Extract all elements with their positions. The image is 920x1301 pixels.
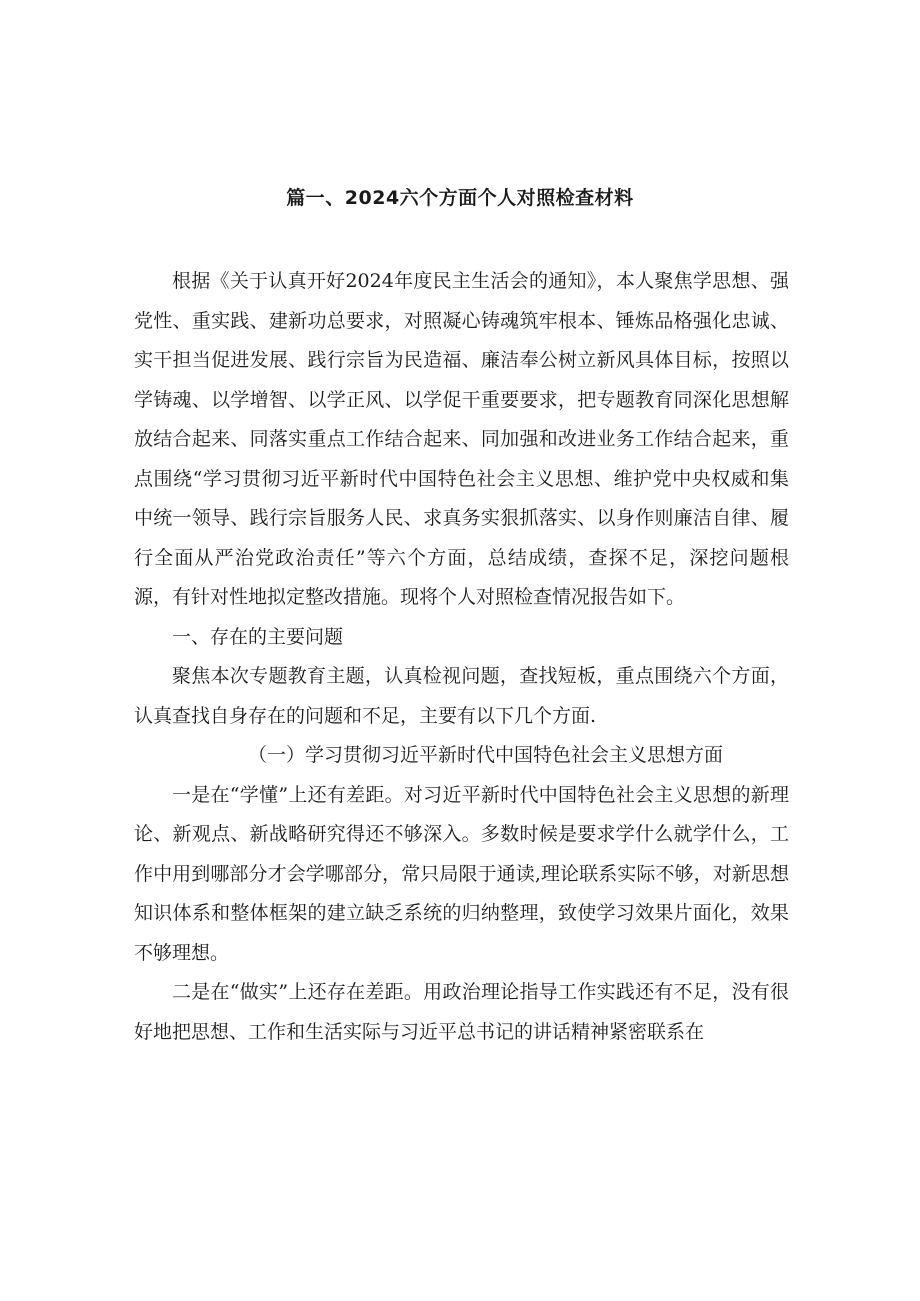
document-body — [134, 262, 789, 1052]
point-one-paragraph: 一是在“学懂”上还有差距。对习近平新时代中国特色社会主义思想的新理论、新观点、新战略研究得还不够深入。多数时候是要求学什么就学什么，工作中用到哪部分才会学哪部分，常只局限于通读,理论联系实际不够，对新思想知识体系和整体框架的建立缺乏系统的归纳整理，致使学习效果片面化，效果不够理想。 — [134, 783, 789, 964]
document-title: 篇一、2024六个方面个人对照检查材料 — [286, 187, 634, 209]
intro-paragraph: 根据《关于认真开好2024年度民主生活会的通知》，本人聚焦学思想、强党性、重实践、建新功总要求，对照凝心铸魂筑牢根本、锤炼品格强化忠诚、实干担当促进发展、践行宗旨为民造福、廉洁奉公树立新风具体目标，按照以学铸魂、以学增智、以学正风、以学促干重要要求，把专题教育同深化思想解放结合起来、同落实重点工作结合起来、同加强和改进业务工作结合起来，重点围绕“学习贯彻习近平新时代中国特色社会主义思想、维护党中央权威和集中统一领导、践行宗旨服务人民、求真务实狠抓落实、以身作则廉洁自律、履行全面从严治党政治责任”等六个方面，总结成绩，查探不足，深挖问题根源，有针对性地拟定整改措施。现将个人对照检查情况报告如下。 — [134, 270, 789, 608]
subsection-heading: （一）学习贯彻习近平新时代中国特色社会主义思想方面 — [247, 744, 723, 766]
section-intro-paragraph: 聚焦本次专题教育主题，认真检视问题，查找短板，重点围绕六个方面，认真查找自身存在的问题和不足，主要有以下几个方面. — [134, 665, 789, 727]
section-heading: 一、存在的主要问题 — [172, 625, 344, 648]
point-two-paragraph: 二是在“做实”上还存在差距。用政治理论指导工作实践还有不足，没有很好地把思想、工作和生活实际与习近平总书记的讲话精神紧密联系在 — [134, 981, 789, 1043]
